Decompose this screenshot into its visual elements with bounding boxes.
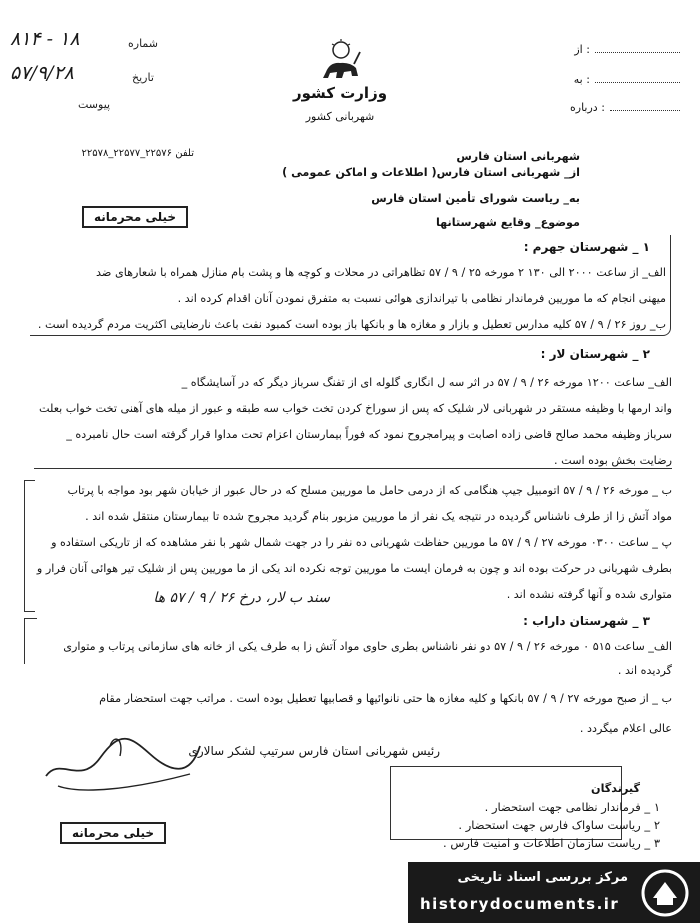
body-line: گردیده اند .	[617, 664, 672, 677]
watermark-en-text: historydocuments.ir	[420, 895, 620, 913]
body-line: ب_ روز ۲۶ / ۹ / ۵۷ کلیه مدارس تعطیل و بازار و مغازه ها و بانکها باز بوده است کمبود نفت باعث نارضایتی اکثریت مردم گردیده است .	[37, 318, 666, 331]
watermark-banner	[408, 862, 700, 923]
to-label: : به	[573, 73, 590, 86]
body-line: میهنی انجام که ما موریین فرماندار نظامی با تیراندازی هوائی نسبت به متفرق نمودن آنان اقدام کرده اند .	[177, 292, 666, 305]
body-line: سرباز وظیفه محمد صالح قاضی زاده اصابت و پیرامجروح نمود که فوراً بیمارستان اعزام تحت مداوا قرار گرفته است حال نامبرده _	[66, 428, 672, 441]
body-line: رضایت بخش بوده است .	[554, 454, 672, 467]
body-line: الف_ ساعت ۵۱۵ ۰ مورخه ۲۶ / ۹ / ۵۷ دو نفر ناشناس بطری حاوی مواد آتش زا به طرف یکی از خانه های سازمانی پرتاب و متواری	[63, 640, 672, 653]
signatory-title: رئیس شهربانی استان فارس سرتیپ لشکر سالاری	[188, 744, 440, 758]
body-line: ب _ مورخه ۲۶ / ۹ / ۵۷ اتومبیل جیپ هنگامی که از درمی حامل ما موریین مسلح که در حال عبور از خیابان شهر بود مواجه با پرتاب	[67, 484, 672, 497]
section-heading-darab: ۳ _ شهرستان داراب :	[523, 614, 650, 628]
body-line: متواری شده و آنها گرفته نشده اند .	[506, 588, 672, 601]
watermark-fa-text: مرکز بررسی اسناد تاریخی	[457, 870, 628, 885]
section-heading-lar: ۲ _ شهرستان لار :	[540, 347, 650, 361]
handwritten-margin-note: سند ب لار، درخ ۲۶ / ۹ / ۵۷ ها	[153, 590, 330, 606]
lion-and-sun-emblem-icon	[318, 38, 364, 84]
letter-number-field	[10, 28, 160, 54]
letter-number-value: ۸۱۴ - ۱۸	[10, 28, 80, 50]
from-field	[560, 38, 680, 57]
to-line: به_ ریاست شورای تأمین استان فارس	[371, 192, 580, 205]
letter-date-field	[10, 62, 160, 88]
from-line: از_ شهربانی استان فارس( اطلاعات و اماکن عمومی )	[282, 166, 580, 179]
section-heading-jahrom: ۱ _ شهرستان جهرم :	[523, 240, 650, 254]
letter-number-label: شماره	[128, 37, 159, 50]
body-line: مواد آتش زا از طرف ناشناس گردیده در نتیجه یک نفر از ما موریین مزبور بنام گردید مجروح شده تا بیمارستان منتقل شده اند .	[85, 510, 672, 523]
subject-line: موضوع_ وقایع شهرستانها	[435, 216, 580, 229]
body-line: الف_ ساعت ۱۲۰۰ مورخه ۲۶ / ۹ / ۵۷ در اثر سه ل انگاری گلوله ای از تفنگ سرباز دیگر که در آسایشگاه _	[181, 376, 672, 389]
to-field	[560, 68, 680, 87]
classification-stamp-bottom: خیلی محرمانه	[60, 822, 166, 844]
recipient-line: ۳ _ ریاست سازمان اطلاعات و امنیت فارس .	[443, 836, 660, 850]
letter-date-label: تاریخ	[132, 71, 154, 84]
from-blank-line	[595, 42, 680, 53]
body-line: الف_ از ساعت ۲۰۰۰ الی ۱۳۰ ۲ مورخه ۲۵ / ۹ / ۵۷ تظاهراتی در محلات و کوچه ها و پشت بام منازل همراه با شعارهای ضد	[96, 266, 666, 279]
org-name: شهربانی استان فارس	[456, 150, 580, 163]
body-line: عالی اعلام میگردد .	[579, 722, 672, 735]
classification-stamp-top: خیلی محرمانه	[82, 206, 188, 228]
office-subtitle: شهربانی کشور	[305, 110, 375, 123]
body-line: واند ارمها با وظیفه مستقر در شهربانی لار شلیک که پس از سوراخ کردن تخت خواب سه طبقه و عبور از میله های آهنی تخت خواب بعلت	[39, 402, 672, 415]
archive-logo-icon	[640, 868, 690, 918]
subject-label: : درباره	[570, 101, 605, 114]
recipient-line: ۱ _ فرماندار نظامی جهت استحضار .	[484, 800, 660, 814]
subject-field	[560, 96, 680, 115]
letter-date-value: ۵۷/۹/۲۸	[10, 62, 74, 84]
ministry-title: وزارت کشور	[292, 84, 388, 102]
section-bracket-lar-b	[24, 480, 35, 612]
body-line: بطرف شهربانی در حرکت بوده اند و چون به فرمان ایست ما موریین توجه نکرده اند یکی از ما موریین پس از شلیک تیر هوائی آنان فرار و	[36, 562, 672, 575]
subject-blank-line	[610, 100, 680, 111]
phone-numbers: تلفن ۲۲۵۷۶_۲۲۵۷۷_۲۲۵۷۸	[81, 148, 194, 159]
body-line: ب _ از صبح مورخه ۲۷ / ۹ / ۵۷ بانکها و کلیه مغازه ها حتی نانوائیها و قصابیها تعطیل بوده است . مراتب جهت استحضار مقام	[99, 692, 672, 705]
body-line: پ _ ساعت ۰۳۰۰ مورخه ۲۷ / ۹ / ۵۷ ما موریین حفاظت شهربانی ده نفر را در جهت شمال شهر با نفر مشاهده که از تاریکی استفاده و	[51, 536, 672, 549]
attachment-field	[78, 93, 110, 112]
handwritten-signature-icon	[40, 716, 210, 798]
recipient-line: ۲ _ ریاست ساواک فارس جهت استحضار .	[458, 818, 660, 832]
recipients-heading: گیرندگان	[591, 782, 640, 795]
attachment-label: پیوست	[78, 98, 111, 111]
from-label: : از	[574, 43, 590, 56]
to-blank-line	[595, 72, 680, 83]
